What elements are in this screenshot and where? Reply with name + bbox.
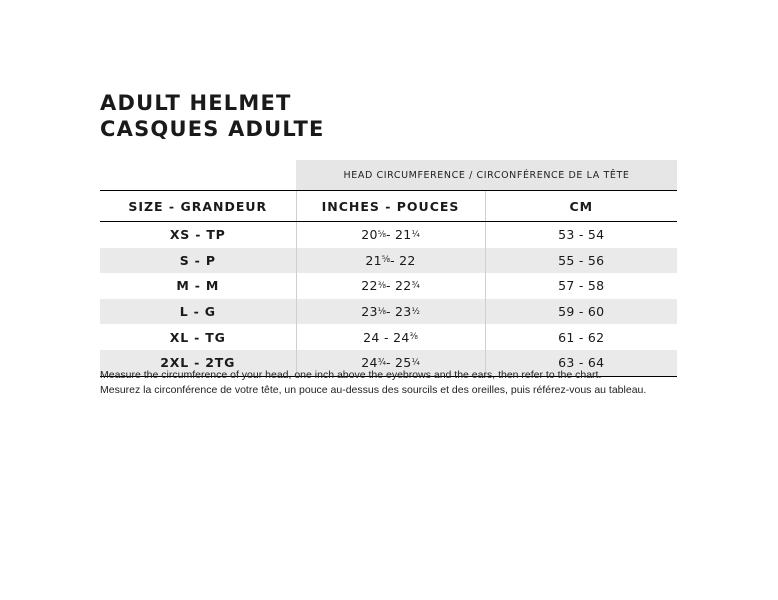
row-inches	[296, 222, 485, 248]
row-inches-whole2: 21	[395, 227, 412, 243]
row-inches-whole2: 23	[395, 304, 412, 320]
row-inches-whole2: 22	[399, 252, 416, 268]
row-cm: 55 - 56	[485, 248, 677, 274]
row-inches-frac2: ¼	[411, 357, 420, 368]
page-title	[100, 90, 700, 142]
row-inches-whole2: 22	[395, 278, 412, 294]
banner-blank-cell	[100, 160, 296, 191]
header-inches: INCHES - POUCES	[296, 191, 485, 222]
header-cm: CM	[485, 191, 677, 222]
row-inches-frac2: ⅜	[409, 332, 418, 343]
row-cm: 63 - 64	[485, 350, 677, 376]
row-inches	[296, 273, 485, 299]
size-chart-table	[100, 160, 677, 377]
row-inches-whole2: 24	[393, 329, 410, 345]
row-inches	[296, 248, 485, 274]
row-inches-frac1: ⅛	[377, 306, 386, 317]
row-inches-whole1: 24	[363, 329, 380, 345]
row-inches-whole1: 21	[365, 252, 382, 268]
row-inches-sep: -	[383, 329, 389, 345]
row-inches-whole1: 24	[361, 355, 378, 371]
table-header-row	[100, 191, 677, 222]
row-cm: 61 - 62	[485, 324, 677, 350]
row-size: XS - TP	[100, 222, 296, 248]
note-fr: Mesurez la circonférence de votre tête, un pouce au-dessus des sourcils et des oreilles, puis référez-vous au tableau.	[100, 384, 647, 396]
row-size: M - M	[100, 273, 296, 299]
row-cm: 59 - 60	[485, 299, 677, 325]
row-inches	[296, 324, 485, 350]
table-row	[100, 222, 677, 248]
head-circumference-banner: HEAD CIRCUMFERENCE / CIRCONFÉRENCE DE LA TÊTE	[296, 160, 677, 191]
row-inches-frac1: ⅝	[381, 255, 391, 266]
row-size: 2XL - 2TG	[100, 350, 296, 376]
row-inches	[296, 299, 485, 325]
row-cm: 57 - 58	[485, 273, 677, 299]
row-size: L - G	[100, 299, 296, 325]
size-chart-table-wrap	[100, 160, 677, 377]
table-row	[100, 299, 677, 325]
row-inches-frac2: ¾	[411, 280, 420, 291]
row-inches-whole2: 25	[395, 355, 412, 371]
row-inches-frac2: ½	[411, 306, 420, 317]
row-inches-frac1: ¾	[377, 357, 386, 368]
header-size: SIZE - GRANDEUR	[100, 191, 296, 222]
title-line-en: ADULT HELMET	[100, 91, 292, 115]
row-inches-sep: -	[385, 355, 391, 371]
row-cm: 53 - 54	[485, 222, 677, 248]
table-row	[100, 273, 677, 299]
title-line-fr: CASQUES ADULTE	[100, 117, 325, 141]
row-size: S - P	[100, 248, 296, 274]
row-size: XL - TG	[100, 324, 296, 350]
row-inches-frac1: ⅜	[377, 280, 386, 291]
table-row	[100, 248, 677, 274]
row-inches-sep: -	[385, 304, 391, 320]
row-inches-whole1: 23	[361, 304, 378, 320]
measurement-notes	[100, 368, 740, 398]
table-banner-row	[100, 160, 677, 191]
row-inches-sep: -	[385, 227, 391, 243]
row-inches-sep: -	[385, 278, 391, 294]
row-inches-whole1: 22	[361, 278, 378, 294]
note-en: Measure the circumference of your head, one inch above the eyebrows and the ears, then refer to the chart.	[100, 369, 602, 381]
row-inches-frac2: ¼	[411, 229, 420, 240]
row-inches-sep: -	[390, 252, 395, 268]
table-row	[100, 324, 677, 350]
row-inches-whole1: 20	[361, 227, 378, 243]
row-inches-frac1: ⅝	[377, 229, 386, 240]
